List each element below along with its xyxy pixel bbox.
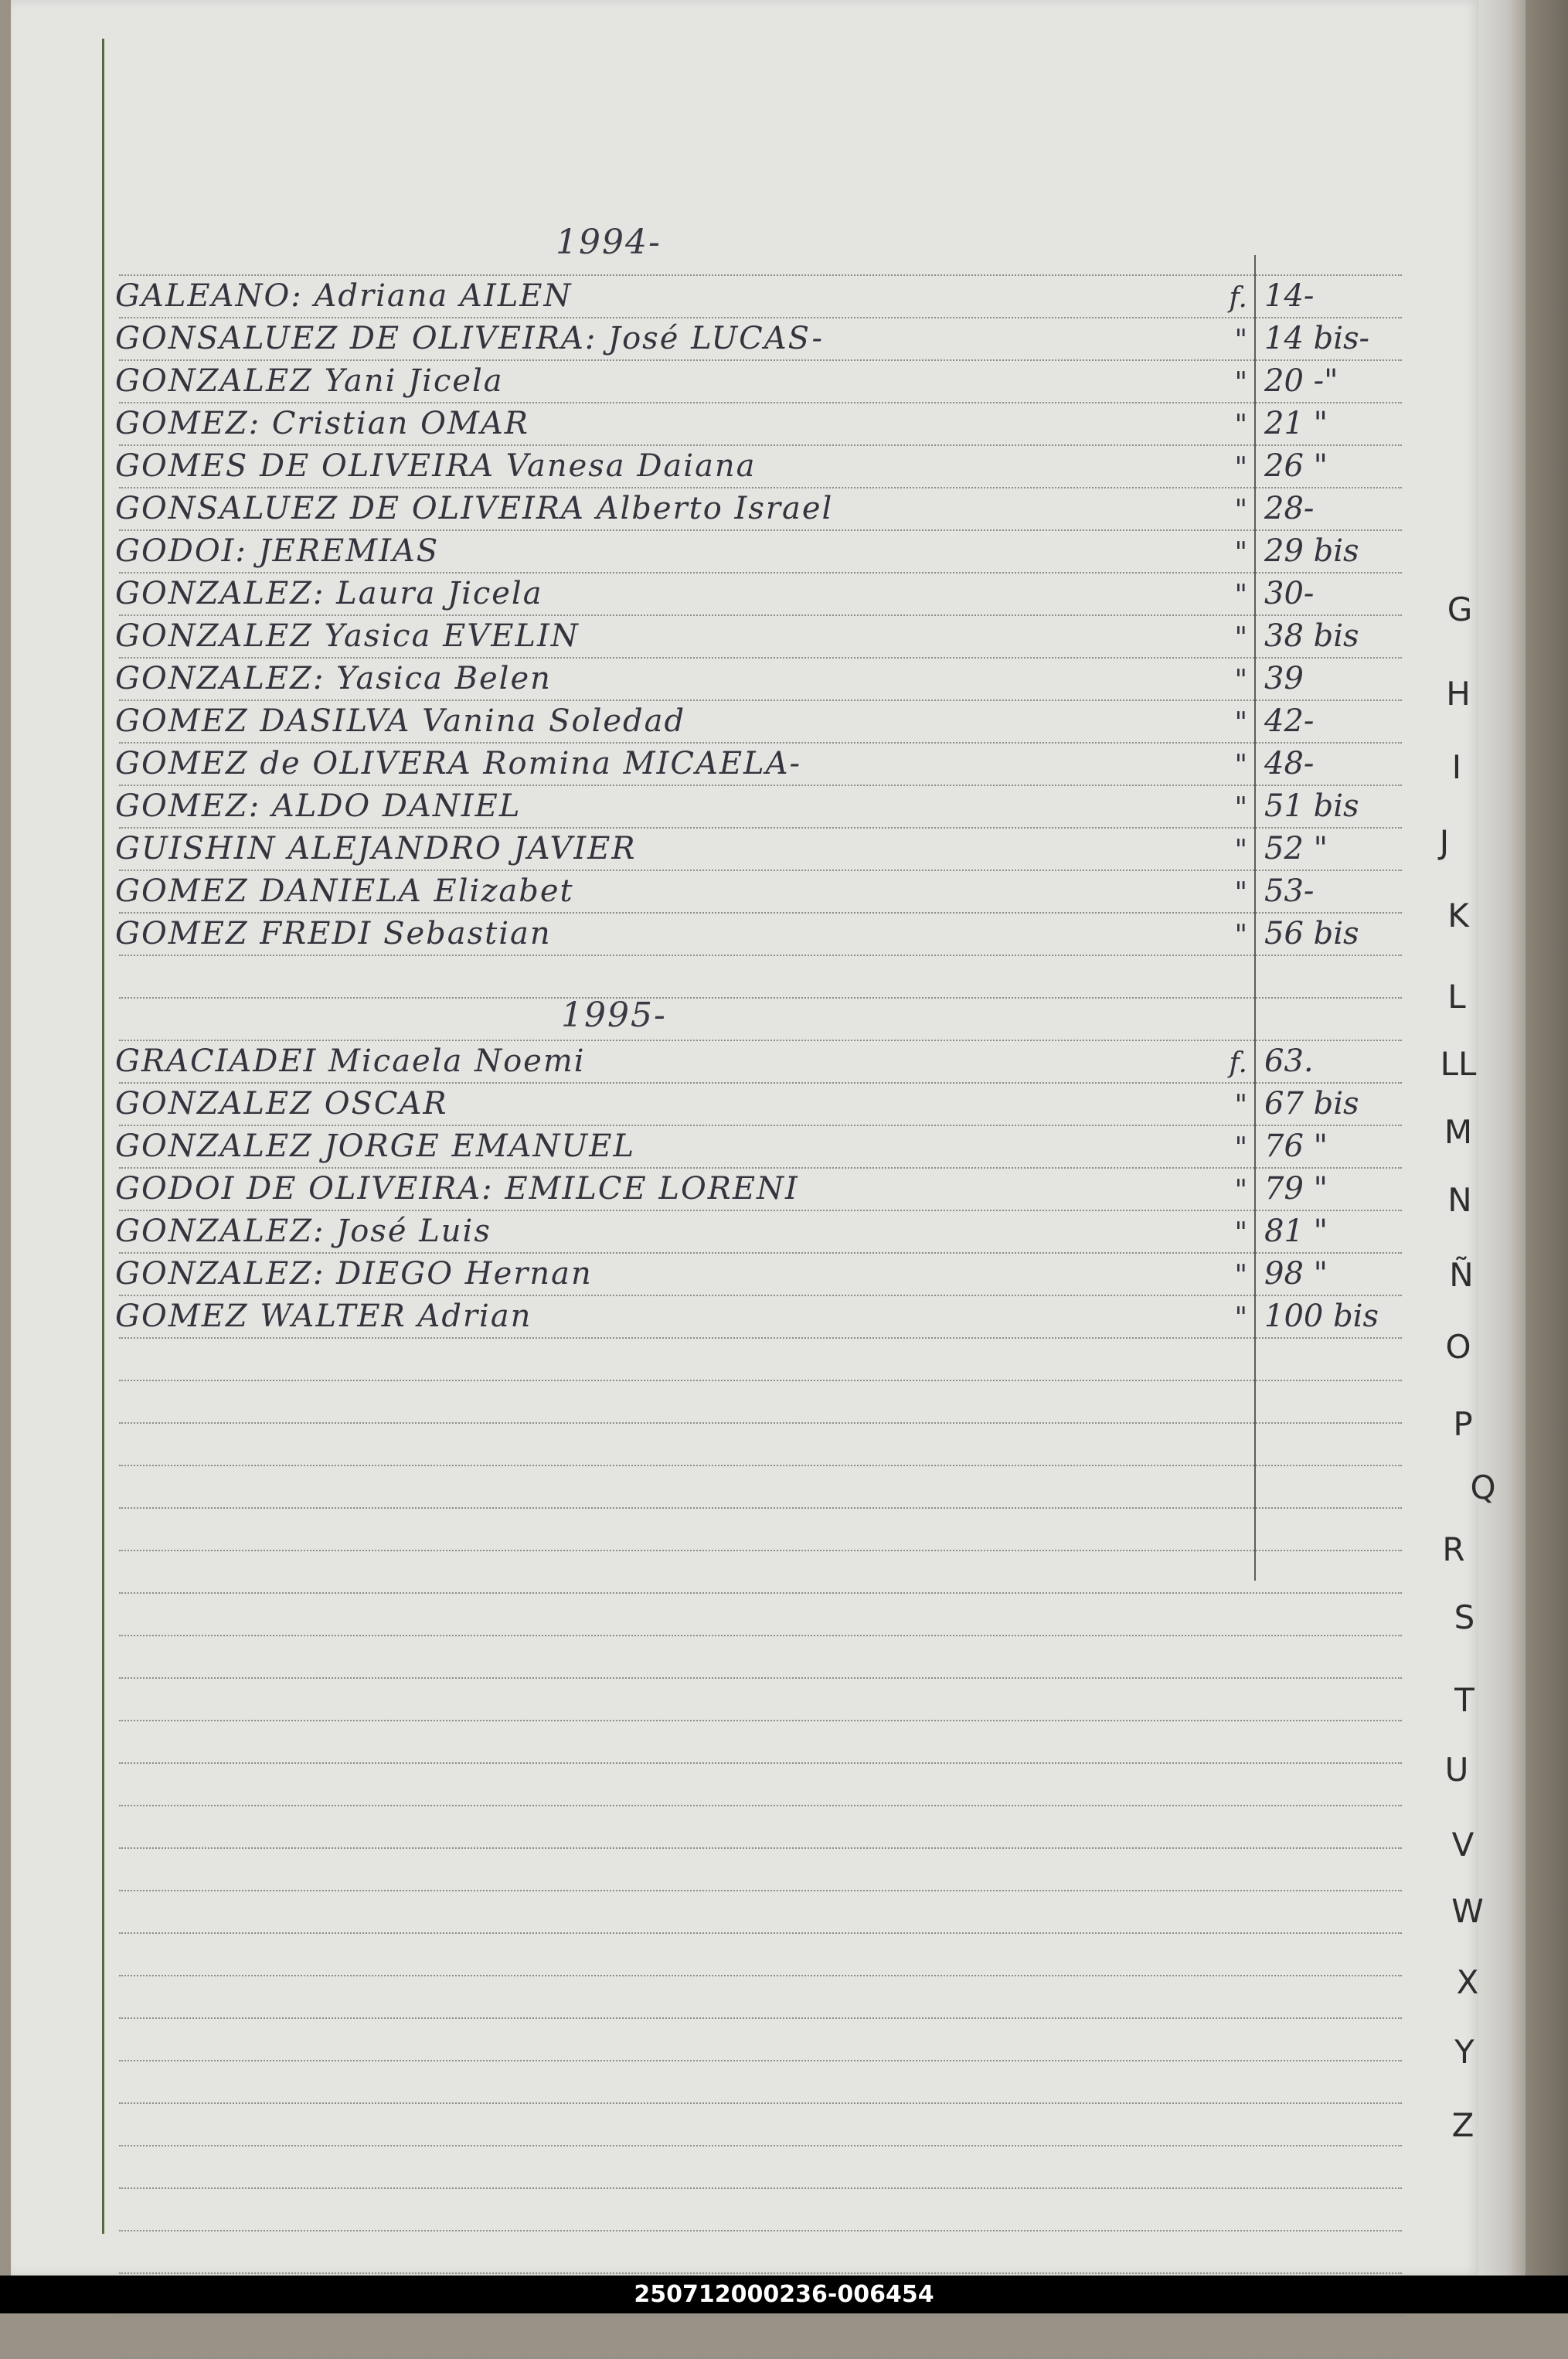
- entry-name: GODOI DE OLIVEIRA: EMILCE LORENI: [115, 1171, 799, 1207]
- entry-name: GONZALEZ: Laura Jicela: [115, 576, 543, 611]
- ruled-line: [119, 1677, 1402, 1679]
- index-tab-12[interactable]: P: [1453, 1405, 1473, 1443]
- ditto-mark: ": [1234, 1302, 1247, 1334]
- ditto-mark: ": [1234, 750, 1247, 781]
- entry-name: GODOI: JEREMIAS: [115, 533, 440, 569]
- index-tab-14[interactable]: R: [1442, 1530, 1465, 1568]
- index-tab-13[interactable]: Q: [1470, 1469, 1496, 1506]
- year-heading-1994: 1994-: [556, 223, 662, 262]
- ruled-line: [119, 997, 1402, 999]
- ditto-mark: ": [1234, 1090, 1247, 1122]
- index-tab-6[interactable]: L: [1447, 978, 1466, 1016]
- folio-number: 76 ": [1264, 1128, 1328, 1164]
- ruled-line: [119, 2230, 1402, 2231]
- index-tab-10[interactable]: Ñ: [1449, 1256, 1474, 1294]
- folio-number: 30-: [1264, 576, 1315, 611]
- list-item: [11, 1295, 1479, 1337]
- ledger-page: [11, 0, 1479, 2276]
- folio-number: 39: [1264, 661, 1304, 696]
- ditto-mark: ": [1234, 877, 1247, 909]
- entry-name: GOMEZ: Cristian OMAR: [115, 406, 529, 441]
- ruled-line: [119, 1550, 1402, 1551]
- ditto-mark: ": [1234, 1175, 1247, 1207]
- entry-name: GOMEZ WALTER Adrian: [115, 1299, 532, 1334]
- list-item: [11, 913, 1479, 955]
- index-tab-strip: [1439, 0, 1525, 2276]
- ditto-mark: ": [1234, 410, 1247, 441]
- ruled-line: [119, 1465, 1402, 1466]
- index-tab-16[interactable]: T: [1454, 1681, 1474, 1719]
- ditto-mark: ": [1234, 707, 1247, 739]
- ruled-line: [119, 1932, 1402, 1934]
- index-tab-11[interactable]: O: [1445, 1328, 1471, 1366]
- ruled-line: [119, 1890, 1402, 1891]
- entry-name: GONZALEZ OSCAR: [115, 1086, 448, 1122]
- folio-number: 98 ": [1264, 1256, 1328, 1292]
- folio-number: 56 bis: [1264, 916, 1359, 951]
- folio-number: 28-: [1264, 491, 1315, 526]
- entry-name: GONZALEZ JORGE EMANUEL: [115, 1128, 636, 1164]
- index-tab-7[interactable]: LL: [1440, 1045, 1477, 1083]
- entry-name: GONZALEZ: DIEGO Hernan: [115, 1256, 593, 1292]
- ditto-mark: ": [1234, 920, 1247, 951]
- ditto-mark: ": [1234, 835, 1247, 866]
- folio-number: 38 bis: [1264, 618, 1359, 654]
- ruled-line: [119, 2315, 1402, 2316]
- ruled-line: [119, 1720, 1402, 1721]
- folio-number: 42-: [1264, 703, 1315, 739]
- folio-number: 14-: [1264, 278, 1315, 314]
- list-item: [11, 743, 1479, 785]
- ruled-line: [119, 1592, 1402, 1594]
- list-item: [11, 658, 1479, 700]
- list-item: [11, 1083, 1479, 1125]
- ruled-line: [119, 1805, 1402, 1806]
- ditto-mark: ": [1234, 367, 1247, 399]
- index-tab-18[interactable]: V: [1451, 1826, 1474, 1864]
- index-tab-8[interactable]: M: [1444, 1113, 1473, 1151]
- list-item: [11, 1253, 1479, 1295]
- ruled-line: [119, 1507, 1402, 1509]
- ruled-line: [119, 2102, 1402, 2104]
- list-item: [11, 488, 1479, 529]
- entry-name: GOMEZ DANIELA Elizabet: [115, 873, 574, 909]
- list-item: [11, 1040, 1479, 1082]
- ditto-mark: ": [1234, 792, 1247, 824]
- folio-number: 20 -": [1264, 363, 1338, 399]
- ditto-mark: ": [1234, 452, 1247, 484]
- entry-name: GONZALEZ Yasica EVELIN: [115, 618, 580, 654]
- folio-number: 21 ": [1264, 406, 1328, 441]
- folio-number: 14 bis-: [1264, 321, 1370, 356]
- book-edge: [1525, 0, 1568, 2276]
- list-item: [11, 573, 1479, 614]
- list-item: [11, 615, 1479, 657]
- folio-number: 53-: [1264, 873, 1315, 909]
- list-item: [11, 445, 1479, 487]
- folio-number: 52 ": [1264, 831, 1328, 866]
- list-item: [11, 318, 1479, 359]
- entry-name: GRACIADEI Micaela Noemi: [115, 1043, 586, 1079]
- ruled-line: [119, 2187, 1402, 2189]
- ditto-mark: ": [1234, 1217, 1247, 1249]
- list-item: [11, 530, 1479, 572]
- index-tab-3[interactable]: I: [1451, 748, 1462, 786]
- entry-name: GOMEZ de OLIVERA Romina MICAELA-: [115, 746, 802, 781]
- folio-number: 48-: [1264, 746, 1315, 781]
- index-tab-19[interactable]: W: [1451, 1892, 1484, 1930]
- index-tab-15[interactable]: S: [1454, 1598, 1475, 1636]
- image-id-footer: 250712000236-006454: [0, 2276, 1568, 2313]
- index-tab-2[interactable]: H: [1446, 675, 1471, 713]
- index-tab-17[interactable]: U: [1444, 1751, 1469, 1789]
- list-item: [11, 360, 1479, 402]
- index-tab-9[interactable]: N: [1447, 1181, 1472, 1219]
- ruled-line: [119, 1762, 1402, 1764]
- ruled-line: [119, 1975, 1402, 1976]
- folio-number: 51 bis: [1264, 788, 1359, 824]
- list-item: [11, 700, 1479, 742]
- ruled-line: [119, 1847, 1402, 1849]
- ditto-mark: ": [1234, 580, 1247, 611]
- ruled-line: [119, 1635, 1402, 1636]
- folio-number: 29 bis: [1264, 533, 1359, 569]
- index-tab-5[interactable]: K: [1447, 897, 1469, 934]
- entry-name: GONZALEZ: José Luis: [115, 1214, 491, 1249]
- ruled-line: [119, 1422, 1402, 1424]
- ruled-line: [119, 955, 1402, 956]
- ditto-mark: ": [1234, 665, 1247, 696]
- ditto-mark: f.: [1229, 1047, 1247, 1079]
- list-item: [11, 1210, 1479, 1252]
- ditto-mark: ": [1234, 622, 1247, 654]
- year-heading-1995: 1995-: [561, 996, 667, 1035]
- entry-name: GOMEZ: ALDO DANIEL: [115, 788, 522, 824]
- entry-name: GALEANO: Adriana AILEN: [115, 278, 573, 314]
- entry-name: GONZALEZ Yani Jicela: [115, 363, 504, 399]
- folio-number: 67 bis: [1264, 1086, 1359, 1122]
- index-tab-4[interactable]: J: [1439, 823, 1450, 861]
- folio-number: 63.: [1264, 1043, 1314, 1079]
- entry-name: GOMES DE OLIVEIRA Vanesa Daiana: [115, 448, 757, 484]
- list-item: [11, 785, 1479, 827]
- entry-name: GUISHIN ALEJANDRO JAVIER: [115, 831, 637, 866]
- folio-number: 79 ": [1264, 1171, 1328, 1207]
- ruled-line: [119, 2060, 1402, 2061]
- ruled-line: [119, 1380, 1402, 1381]
- folio-number: 81 ": [1264, 1214, 1328, 1249]
- index-tab-20[interactable]: X: [1456, 1963, 1479, 2001]
- entry-name: GONSALUEZ DE OLIVEIRA Alberto Israel: [115, 491, 834, 526]
- index-tab-1[interactable]: G: [1447, 591, 1473, 628]
- entry-name: GOMEZ FREDI Sebastian: [115, 916, 552, 951]
- ditto-mark: ": [1234, 325, 1247, 356]
- ruled-line: [119, 2145, 1402, 2146]
- ruled-line: [119, 2017, 1402, 2019]
- ruled-line: [119, 1337, 1402, 1339]
- list-item: [11, 1168, 1479, 1210]
- list-item: [11, 403, 1479, 444]
- entry-name: GONZALEZ: Yasica Belen: [115, 661, 552, 696]
- list-item: [11, 1125, 1479, 1167]
- index-tab-22[interactable]: Z: [1451, 2106, 1474, 2144]
- ditto-mark: ": [1234, 495, 1247, 526]
- list-item: [11, 870, 1479, 912]
- folio-number: 100 bis: [1264, 1299, 1379, 1334]
- ruled-line: [119, 2272, 1402, 2274]
- list-item: [11, 828, 1479, 870]
- ditto-mark: ": [1234, 537, 1247, 569]
- entry-name: GONSALUEZ DE OLIVEIRA: José LUCAS-: [115, 321, 825, 356]
- ditto-mark: ": [1234, 1132, 1247, 1164]
- index-tab-21[interactable]: Y: [1454, 2033, 1474, 2071]
- list-item: [11, 275, 1479, 317]
- ditto-mark: ": [1234, 1260, 1247, 1292]
- ditto-mark: f.: [1229, 282, 1247, 314]
- folio-number: 26 ": [1264, 448, 1328, 484]
- entry-name: GOMEZ DASILVA Vanina Soledad: [115, 703, 686, 739]
